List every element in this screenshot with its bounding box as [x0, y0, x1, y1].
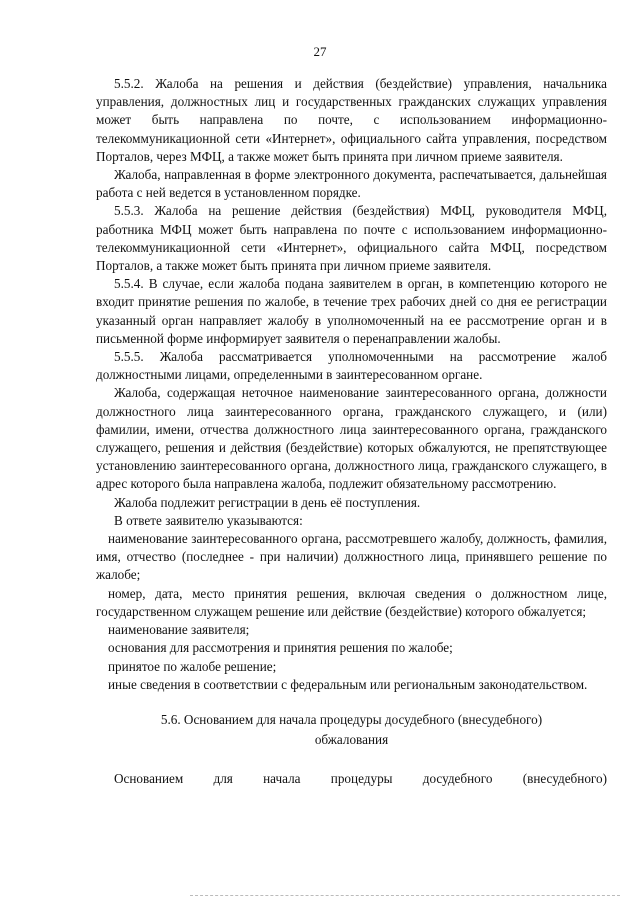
footer-rule — [190, 895, 620, 896]
list-item-decision: принятое по жалобе решение; — [108, 658, 277, 674]
list-item-applicant-name: наименование заявителя; — [108, 622, 250, 638]
list-item-decision-number: номер, дата, место принятия решения, включая сведения о должностном лице, государственном служащем решение или действие (бездействие) которого обжалуется; — [96, 585, 607, 619]
list-item-grounds: основания для рассмотрения и принятия решения по жалобе; — [108, 640, 453, 656]
section-heading-line-2: обжалования — [314, 731, 389, 747]
paragraph-5-5-5: 5.5.5. Жалоба рассматривается уполномоченными на рассмотрение жалоб должностными лицами, определенными в заинтересованном органе. — [96, 349, 607, 383]
section-heading-line-1: 5.6. Основанием для начала процедуры досудебного (внесудебного) — [160, 711, 543, 727]
paragraph-5-5-3: 5.5.3. Жалоба на решение действия (бездействия) МФЦ, руководителя МФЦ, работника МФЦ может быть направлена по почте с использованием информационно-телекоммуникационной сети «Интернет», официального сайта МФЦ, посредством Порталов, а также может быть принята при личном приеме заявителя. — [96, 203, 607, 274]
paragraph-registration: Жалоба подлежит регистрации в день её поступления. — [114, 494, 421, 510]
paragraph-response-intro: В ответе заявителю указываются: — [114, 512, 303, 528]
paragraph-5-6-start: Основанием для начала процедуры досудебного (внесудебного) — [114, 770, 607, 786]
page-number: 27 — [313, 44, 327, 59]
paragraph-electronic-complaint: Жалоба, направленная в форме электронного документа, распечатывается, дальнейшая работа с ней ведется в установленном порядке. — [96, 167, 607, 201]
list-item-other-info: иные сведения в соответствии с федеральным или региональным законодательством. — [108, 676, 588, 692]
paragraph-5-5-4: 5.5.4. В случае, если жалоба подана заявителем в орган, в компетенцию которого не входит принятие решения по жалобе, в течение трех рабочих дней со дня ее регистрации указанный орган направляет жалобу в уполномоченный на ее рассмотрение орган и в письменной форме информирует заявителя о перенаправлении жалобы. — [96, 276, 607, 346]
paragraph-5-5-2: 5.5.2. Жалоба на решения и действия (бездействие) управления, начальника управления, должностных лиц и государственных гражданских служащих управления может быть направлена по почте, с использованием информационно-телекоммуникационной сети «Интернет», официального сайта управления, посредством Порталов, через МФЦ, а также может быть принята при личном приеме заявителя. — [96, 76, 607, 164]
paragraph-inaccurate-name: Жалоба, содержащая неточное наименование заинтересованного органа, должности должностного лица заинтересованного органа, гражданского служащего, и (или) фамилии, имени, отчества должностного лица заинтересованного органа, гражданского служащего, решения и действия (бездействие) которых обжалуются, не препятствующее установлению заинтересованного органа, должностного лица, гражданского служащего, в адрес которого была направлена жалоба, подлежит обязательному рассмотрению. — [96, 385, 607, 492]
document-body — [96, 75, 607, 788]
section-heading-5-6 — [96, 710, 607, 750]
list-item-organ-name: наименование заинтересованного органа, рассмотревшего жалобу, должность, фамилия, имя, отчество (последнее - при наличии) должностного лица, принявшего решение по жалобе; — [96, 531, 607, 583]
